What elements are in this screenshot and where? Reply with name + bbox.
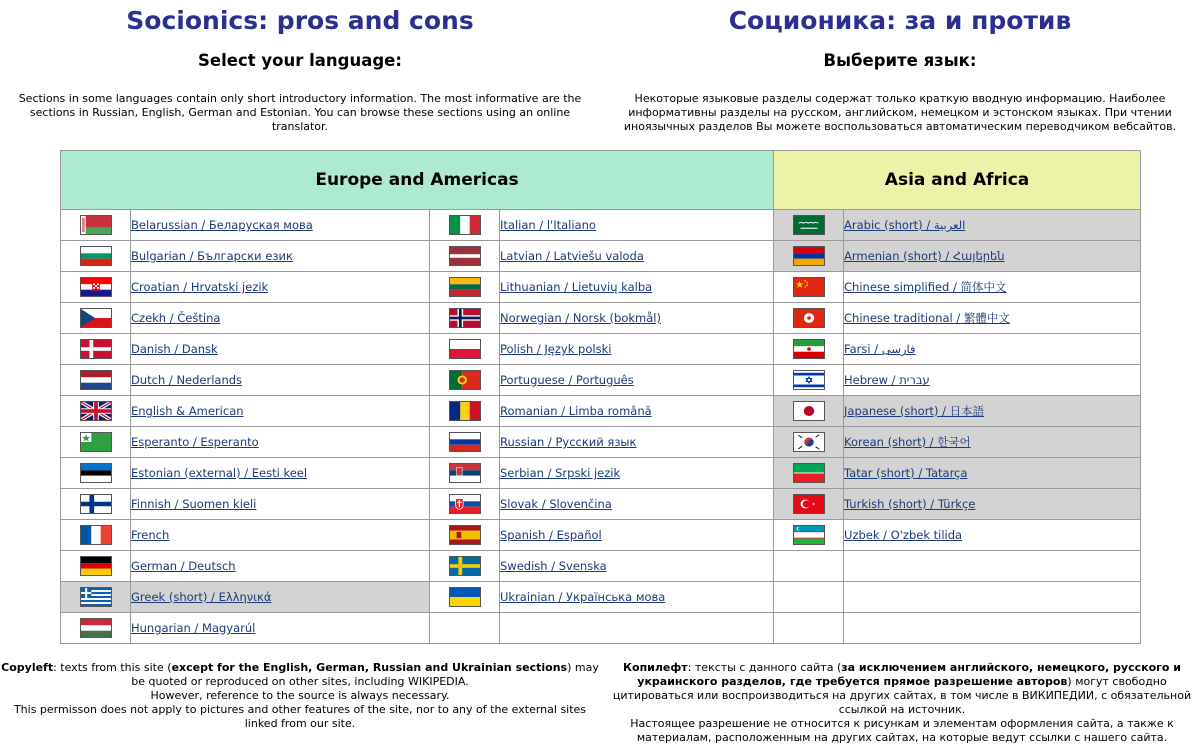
copyleft-text-ru-2: ) могут свободно цитироваться или воспроизводиться на других сайтах, в том числе в ВИКИПЕДИИ, с обязательной ссылкой на источник.: [612, 675, 1192, 716]
estonia-flag-icon[interactable]: [80, 463, 112, 483]
region-asia-header: Asia and Africa: [774, 151, 1141, 210]
language-cell: [844, 458, 1141, 489]
language-cell: [131, 334, 430, 365]
language-cell: [131, 551, 430, 582]
language-cell: [131, 458, 430, 489]
copyleft-en: [0, 661, 600, 731]
flag-cell: [430, 272, 500, 303]
language-link[interactable]: Arabic (short) / العربية: [844, 218, 966, 232]
flag-cell: [430, 582, 500, 613]
page-title-ru: Соционика: за и против: [728, 6, 1072, 35]
flag-cell: [430, 396, 500, 427]
language-link[interactable]: Lithuanian / Lietuvių kalba: [500, 280, 653, 294]
armenia-flag-icon[interactable]: [793, 246, 825, 266]
netherlands-flag-icon[interactable]: [80, 370, 112, 390]
copyleft-line3-en: This permisson does not apply to pictures and other features of the site, nor to any of the external sites linked from our site.: [13, 703, 587, 730]
italy-flag-icon[interactable]: [449, 215, 481, 235]
flag-cell: [774, 241, 844, 272]
flag-cell: [774, 551, 844, 582]
language-cell: [500, 613, 774, 644]
language-cell: [500, 303, 774, 334]
hungary-flag-icon[interactable]: [80, 618, 112, 638]
flag-cell: [774, 458, 844, 489]
hongkong-flag-icon[interactable]: [793, 308, 825, 328]
language-link[interactable]: Armenian (short) / Հայերեն: [844, 249, 1005, 263]
uk-flag-icon[interactable]: [80, 401, 112, 421]
language-link[interactable]: Hungarian / Magyarúl: [131, 621, 256, 635]
copyleft-text-ru-1: : тексты с данного сайта (: [687, 661, 842, 674]
flag-cell: [61, 210, 131, 241]
flag-cell: [430, 334, 500, 365]
language-cell: [500, 520, 774, 551]
page-title-en: Socionics: pros and cons: [126, 6, 474, 35]
saudi-flag-icon[interactable]: [793, 215, 825, 235]
finland-flag-icon[interactable]: [80, 494, 112, 514]
intro-ru: Некоторые языковые разделы содержат только краткую вводную информацию. Наиболее информативны разделы на русском, английском, немецком и эстонском языках. При чтении иноязычных разделов Вы можете воспользоваться автоматическим переводчиком вебсайтов.: [623, 92, 1177, 133]
serbia-flag-icon[interactable]: [449, 463, 481, 483]
language-cell: [500, 365, 774, 396]
language-link[interactable]: Hebrew / עברית: [844, 373, 930, 387]
croatia-flag-icon[interactable]: [80, 277, 112, 297]
select-language-en: Select your language:: [198, 51, 402, 70]
table-row: [61, 210, 1141, 241]
copyleft-line2-ru: Настоящее разрешение не относится к рисункам и элементам оформления сайта, а также к материалам, расположенным на других сайтах, на которые ведут ссылки с нашего сайта.: [630, 717, 1174, 744]
language-cell: [131, 365, 430, 396]
language-cell: [844, 613, 1141, 644]
japan-flag-icon[interactable]: [793, 401, 825, 421]
language-cell: [131, 303, 430, 334]
flag-cell: [430, 458, 500, 489]
language-link[interactable]: English & American: [131, 404, 244, 418]
flag-cell: [61, 489, 131, 520]
germany-flag-icon[interactable]: [80, 556, 112, 576]
language-cell: [131, 210, 430, 241]
flag-cell: [61, 582, 131, 613]
language-cell: [844, 334, 1141, 365]
language-link[interactable]: Norwegian / Norsk (bokmål): [500, 311, 661, 325]
russia-flag-icon[interactable]: [449, 432, 481, 452]
copyleft-text-en-2: ) may be quoted or reproduced on other sites, including WIKIPEDIA.: [131, 661, 599, 688]
poland-flag-icon[interactable]: [449, 339, 481, 359]
language-link[interactable]: French: [131, 528, 170, 542]
flag-cell: [61, 458, 131, 489]
copyleft-bold-ru: за исключением английского, немецкого, русского и украинского разделов, где требуется прямое разрешение авторов: [637, 661, 1181, 688]
china-flag-icon[interactable]: [793, 277, 825, 297]
language-link[interactable]: Dutch / Nederlands: [131, 373, 243, 387]
language-link[interactable]: Latvian / Latviešu valoda: [500, 249, 644, 263]
language-cell: [844, 272, 1141, 303]
portugal-flag-icon[interactable]: [449, 370, 481, 390]
romania-flag-icon[interactable]: [449, 401, 481, 421]
language-link[interactable]: Turkish (short) / Türkçe: [844, 497, 976, 511]
intro-en: Sections in some languages contain only short introductory information. The most informative are the sections in Russian, English, German and Estonian. You can browse these sections using an online translator.: [18, 92, 582, 133]
language-link[interactable]: Belarussian / Беларуская мова: [131, 218, 313, 232]
language-cell: [500, 272, 774, 303]
language-link[interactable]: Italian / l'Italiano: [500, 218, 596, 232]
language-cell: [500, 241, 774, 272]
language-cell: [500, 489, 774, 520]
language-link[interactable]: Polish / Język polski: [500, 342, 612, 356]
flag-cell: [430, 520, 500, 551]
language-link[interactable]: Danish / Dansk: [131, 342, 218, 356]
flag-cell: [430, 551, 500, 582]
language-link[interactable]: Bulgarian / Български език: [131, 249, 293, 263]
table-row: [61, 396, 1141, 427]
flag-cell: [61, 551, 131, 582]
language-cell: [844, 396, 1141, 427]
language-cell: [500, 458, 774, 489]
tatarstan-flag-icon[interactable]: [793, 463, 825, 483]
language-link[interactable]: Chinese simplified / 简体中文: [844, 280, 1007, 294]
language-link[interactable]: Slovak / Slovenčina: [500, 497, 612, 511]
flag-cell: [774, 272, 844, 303]
language-link[interactable]: Estonian (external) / Eesti keel: [131, 466, 308, 480]
copyleft-ru: [612, 661, 1192, 745]
turkey-flag-icon[interactable]: [793, 494, 825, 514]
language-cell: [844, 241, 1141, 272]
language-link[interactable]: Greek (short) / Ελληνικά: [131, 590, 272, 604]
language-link[interactable]: Russian / Русский язык: [500, 435, 637, 449]
flag-cell: [61, 241, 131, 272]
latvia-flag-icon[interactable]: [449, 246, 481, 266]
flag-cell: [61, 613, 131, 644]
flag-cell: [61, 334, 131, 365]
france-flag-icon[interactable]: [80, 525, 112, 545]
language-cell: [500, 334, 774, 365]
language-cell: [500, 396, 774, 427]
language-link[interactable]: Croatian / Hrvatski jezik: [131, 280, 269, 294]
flag-cell: [430, 241, 500, 272]
table-row: [61, 489, 1141, 520]
uzbekistan-flag-icon[interactable]: [793, 525, 825, 545]
flag-cell: [61, 303, 131, 334]
language-cell: [500, 427, 774, 458]
english-header: [0, 0, 600, 134]
flag-cell: [774, 427, 844, 458]
flag-cell: [61, 272, 131, 303]
language-cell: [131, 520, 430, 551]
language-link[interactable]: Tatar (short) / Tatarça: [844, 466, 968, 480]
copyleft-text-en-1: : texts from this site (: [53, 661, 172, 674]
flag-cell: [774, 334, 844, 365]
language-link[interactable]: Finnish / Suomen kieli: [131, 497, 257, 511]
flag-cell: [774, 582, 844, 613]
flag-cell: [774, 489, 844, 520]
flag-cell: [61, 427, 131, 458]
language-cell: [500, 210, 774, 241]
ukraine-flag-icon[interactable]: [449, 587, 481, 607]
table-row: [61, 241, 1141, 272]
flag-cell: [774, 365, 844, 396]
language-link[interactable]: Romanian / Limba română: [500, 404, 652, 418]
language-link[interactable]: Serbian / Srpski jezik: [500, 466, 621, 480]
belarus-flag-icon[interactable]: [80, 215, 112, 235]
language-cell: [131, 613, 430, 644]
language-link[interactable]: Farsi / فارسی: [844, 342, 916, 356]
table-row: [61, 582, 1141, 613]
sweden-flag-icon[interactable]: [449, 556, 481, 576]
flag-cell: [430, 210, 500, 241]
language-cell: [131, 396, 430, 427]
table-row: [61, 334, 1141, 365]
language-cell: [844, 582, 1141, 613]
copyleft-label-ru: Копилефт: [623, 661, 688, 674]
israel-flag-icon[interactable]: [793, 370, 825, 390]
language-link[interactable]: Spanish / Español: [500, 528, 602, 542]
denmark-flag-icon[interactable]: [80, 339, 112, 359]
flag-cell: [61, 520, 131, 551]
flag-cell: [774, 303, 844, 334]
greece-flag-icon[interactable]: [80, 587, 112, 607]
table-row: [61, 365, 1141, 396]
copyleft-line2-en: However, reference to the source is always necessary.: [150, 689, 450, 702]
flag-cell: [61, 365, 131, 396]
slovakia-flag-icon[interactable]: [449, 494, 481, 514]
flag-cell: [774, 210, 844, 241]
copyleft-label-en: Copyleft: [1, 661, 54, 674]
norway-flag-icon[interactable]: [449, 308, 481, 328]
select-language-ru: Выберите язык:: [823, 51, 977, 70]
language-cell: [131, 582, 430, 613]
language-link[interactable]: Czekh / Čeština: [131, 311, 221, 325]
language-link[interactable]: Esperanto / Esperanto: [131, 435, 259, 449]
language-cell: [844, 551, 1141, 582]
iran-flag-icon[interactable]: [793, 339, 825, 359]
table-row: [61, 613, 1141, 644]
flag-cell: [430, 489, 500, 520]
copyleft-bold-en: except for the English, German, Russian and Ukrainian sections: [171, 661, 568, 674]
esperanto-flag-icon[interactable]: [80, 432, 112, 452]
table-row: [61, 458, 1141, 489]
language-cell: [500, 582, 774, 613]
table-row: [61, 520, 1141, 551]
language-link[interactable]: Swedish / Svenska: [500, 559, 607, 573]
flag-cell: [774, 396, 844, 427]
language-cell: [844, 303, 1141, 334]
language-cell: [131, 241, 430, 272]
czech-flag-icon[interactable]: [80, 308, 112, 328]
flag-cell: [774, 520, 844, 551]
flag-cell: [430, 303, 500, 334]
language-link[interactable]: Japanese (short) / 日本語: [844, 404, 985, 418]
flag-cell: [430, 613, 500, 644]
language-cell: [131, 489, 430, 520]
language-cell: [844, 365, 1141, 396]
language-table: [60, 150, 1141, 644]
language-cell: [500, 551, 774, 582]
language-link[interactable]: German / Deutsch: [131, 559, 236, 573]
language-cell: [844, 520, 1141, 551]
language-link[interactable]: Chinese traditional / 繁體中文: [844, 311, 1010, 325]
russian-header: [615, 0, 1185, 134]
flag-cell: [430, 365, 500, 396]
language-cell: [844, 427, 1141, 458]
table-row: [61, 272, 1141, 303]
lithuania-flag-icon[interactable]: [449, 277, 481, 297]
language-link[interactable]: Korean (short) / 한국어: [844, 435, 971, 449]
table-row: [61, 551, 1141, 582]
table-row: [61, 427, 1141, 458]
language-cell: [131, 427, 430, 458]
language-cell: [131, 272, 430, 303]
language-link[interactable]: Ukrainian / Українська мова: [500, 590, 666, 604]
language-cell: [844, 489, 1141, 520]
language-link[interactable]: Uzbek / O'zbek tilida: [844, 528, 963, 542]
region-europe-header: Europe and Americas: [61, 151, 774, 210]
flag-cell: [774, 613, 844, 644]
spain-flag-icon[interactable]: [449, 525, 481, 545]
bulgaria-flag-icon[interactable]: [80, 246, 112, 266]
table-row: [61, 303, 1141, 334]
korea-flag-icon[interactable]: [793, 432, 825, 452]
flag-cell: [61, 396, 131, 427]
language-cell: [844, 210, 1141, 241]
flag-cell: [430, 427, 500, 458]
language-link[interactable]: Portuguese / Português: [500, 373, 634, 387]
